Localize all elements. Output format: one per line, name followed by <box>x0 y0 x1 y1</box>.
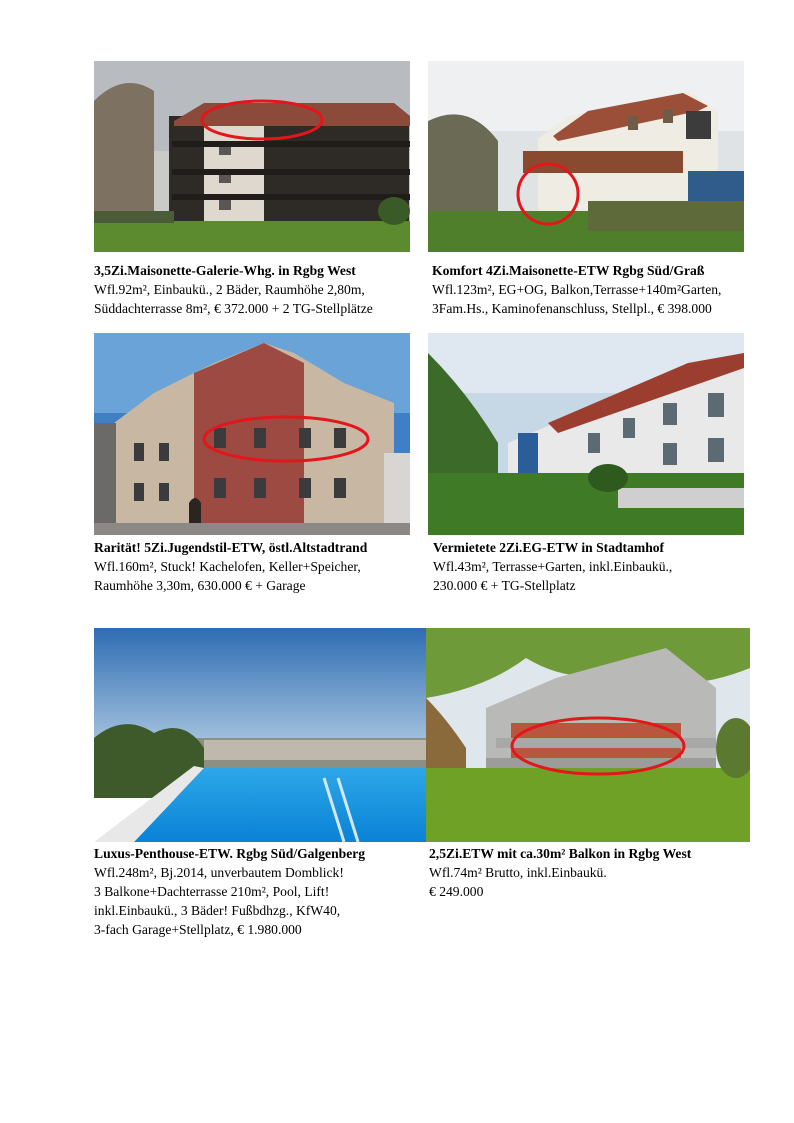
listing-6-caption <box>429 844 691 901</box>
listing-5-line-2: 3 Balkone+Dachterrasse 210m², Pool, Lift! <box>94 884 330 899</box>
listing-6-title: 2,5Zi.ETW mit ca.30m² Balkon in Rgbg West <box>429 846 692 861</box>
listing-5-photo <box>94 628 426 842</box>
listing-4-caption <box>433 538 672 595</box>
listing-1-photo <box>94 61 410 252</box>
listing-2-line-1: Wfl.123m², EG+OG, Balkon,Terrasse+140m²Garten, <box>432 282 722 297</box>
listing-1-caption <box>94 261 373 318</box>
listing-3-line-2: Raumhöhe 3,30m, 630.000 € + Garage <box>94 578 306 593</box>
listing-3-line-1: Wfl.160m², Stuck! Kachelofen, Keller+Speicher, <box>94 559 361 574</box>
listing-3-caption <box>94 538 367 595</box>
listing-4-photo <box>428 333 744 535</box>
listing-4-line-2: 230.000 € + TG-Stellplatz <box>433 578 576 593</box>
listing-6-line-1: Wfl.74m² Brutto, inkl.Einbaukü. <box>429 865 607 880</box>
listing-5-line-1: Wfl.248m², Bj.2014, unverbautem Domblick! <box>94 865 344 880</box>
listing-2-title: Komfort 4Zi.Maisonette-ETW Rgbg Süd/Graß <box>432 263 705 278</box>
listing-4-line-1: Wfl.43m², Terrasse+Garten, inkl.Einbaukü., <box>433 559 673 574</box>
listing-1-line-1: Wfl.92m², Einbaukü., 2 Bäder, Raumhöhe 2,80m, <box>94 282 365 297</box>
listing-2-photo <box>428 61 744 252</box>
listing-1-title: 3,5Zi.Maisonette-Galerie-Whg. in Rgbg West <box>94 263 356 278</box>
listing-5-line-3: inkl.Einbaukü., 3 Bäder! Fußbdhzg., KfW40, <box>94 903 341 918</box>
listing-2-caption <box>432 261 721 318</box>
listing-1-line-2: Süddachterrasse 8m², € 372.000 + 2 TG-Stellplätze <box>94 301 373 316</box>
listing-2-line-2: 3Fam.Hs., Kaminofenanschluss, Stellpl., € 398.000 <box>432 301 712 316</box>
listing-6-line-2: € 249.000 <box>429 884 484 899</box>
listing-3-title: Rarität! 5Zi.Jugendstil-ETW, östl.Altstadtrand <box>94 540 368 555</box>
listing-5-line-4: 3-fach Garage+Stellplatz, € 1.980.000 <box>94 922 302 937</box>
listing-3-photo <box>94 333 410 535</box>
listing-5-title: Luxus-Penthouse-ETW. Rgbg Süd/Galgenberg <box>94 846 366 861</box>
listing-6-photo <box>426 628 750 842</box>
listing-4-title: Vermietete 2Zi.EG-ETW in Stadtamhof <box>433 540 665 555</box>
listing-5-caption <box>94 844 365 939</box>
